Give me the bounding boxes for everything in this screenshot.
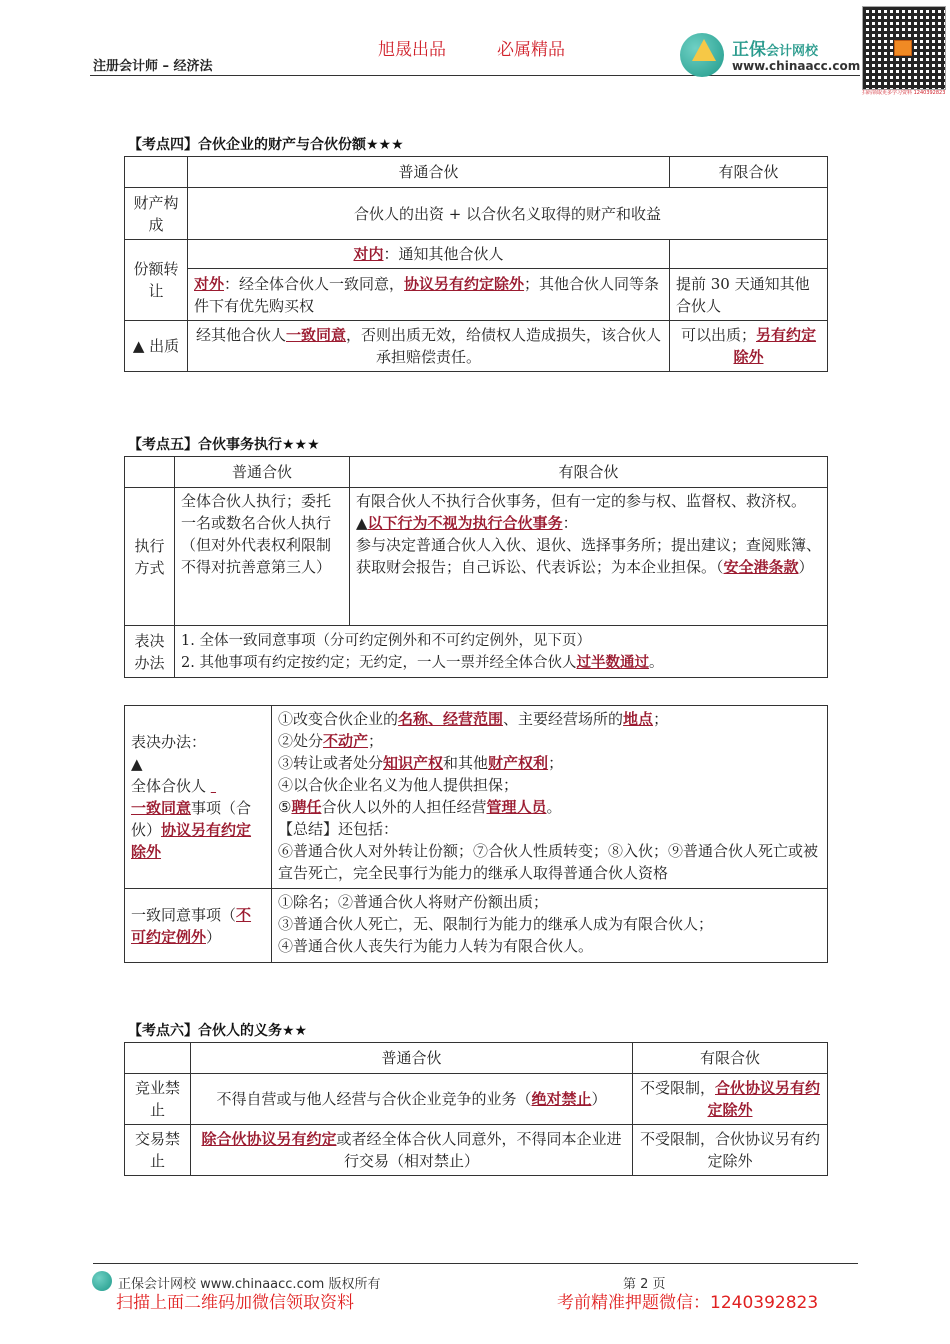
footer-divider [93,1263,858,1264]
safe-harbor-key: 安全港条款 [723,558,799,576]
s4-key-internal: 对内 [353,245,384,263]
s5-row-exec-label: 执行方式 [125,488,175,626]
s4-header-general: 普通合伙 [188,157,670,188]
s5-row-vote-label: 表决办法 [125,626,175,678]
s6-trade-limited: 不受限制，合伙协议另有约定除外 [633,1125,828,1176]
course-title: 注册会计师 – 经济法 [93,59,213,74]
section5-table [124,456,828,678]
s5-exec-general: 全体合伙人执行；委托一名或数名合伙人执行（但对外代表权利限制不得对抗善意第三人） [175,488,350,626]
header-slogan-2: 必属精品 [497,40,565,60]
logo-triangle-icon [692,39,716,61]
s6-noncompete-general: 不得自营或与他人经营与合伙企业竞争的业务（绝对禁止） [191,1074,633,1125]
vote-left-unanimous: 表决办法： ▲ 全体合伙人 一致同意事项（合伙）协议另有约定除外 [125,706,272,889]
s4-row-property-label: 财产构成 [125,188,188,240]
logo-name: 正保会计网校 [732,40,819,60]
s6-noncompete-limited: 不受限制，合伙协议另有约定除外 [633,1074,828,1125]
s4-header-limited: 有限合伙 [670,157,828,188]
section4-table [124,156,828,372]
section6-table [124,1042,828,1176]
footer-ad-right[interactable]: 考前精准押题微信：1240392823 [557,1293,819,1313]
s4-transfer-internal: 对内：通知其他合伙人 [188,240,670,269]
s4-pledge-general: 经其他合伙人一致同意，否则出质无效，给债权人造成损失，该合伙人承担赔偿责任。 [188,321,670,372]
section6-title: 【考点六】合伙人的义务★★ [128,1023,308,1039]
s6-header-limited: 有限合伙 [633,1043,828,1074]
s6-trade-general: 除合伙协议另有约定或者经全体合伙人同意外，不得同本企业进行交易（相对禁止） [191,1125,633,1176]
vote-matters-table [124,705,828,963]
s5-header-limited: 有限合伙 [350,457,828,488]
header-slogan-1: 旭晟出品 [378,40,446,60]
s5-header-general: 普通合伙 [175,457,350,488]
vote-right-nonwaivable: ①除名；②普通合伙人将财产份额出质； ③普通合伙人死亡，无、限制行为能力的继承人成为有限合伙人； ④普通合伙人丧失行为能力人转为有限合伙人。 [272,889,828,963]
s5-exec-limited: 有限合伙人不执行合伙事务，但有一定的参与权、监督权、救济权。 ▲以下行为不视为执行合伙事务： 参与决定普通合伙人入伙、退伙、选择事务所；提出建议；查阅账簿、获取财会报告；自己诉讼、代表诉讼；为本企业担保。（安全港条款） [350,488,828,626]
footer-copyright: 正保会计网校 www.chinaacc.com 版权所有 [118,1277,381,1292]
logo-url: www.chinaacc.com [732,59,861,73]
s6-row-noncompete-label: 竞业禁止 [125,1074,191,1125]
s4-row-property-text: 合伙人的出资 + 以合伙名义取得的财产和收益 [188,188,828,240]
s4-row-transfer-label: 份额转让 [125,240,188,321]
vote-right-unanimous: ①改变合伙企业的名称、经营范围、主要经营场所的地点； ②处分不动产； ③转让或者处分知识产权和其他财产权利； ④以合伙企业名义为他人提供担保； ⑤聘任合伙人以外的人担任经营管理人员。 【总结】还包括： ⑥普通合伙人对外转让份额；⑦合伙人性质转变；⑧入伙；⑨普通合伙人死亡或被宣告死亡，完全民事行为能力的继承人取得普通合伙人资格 [272,706,828,889]
qr-center-badge-icon [894,40,912,56]
s6-row-trade-label: 交易禁止 [125,1125,191,1176]
brand-logo[interactable] [680,25,860,80]
qr-note: 扫码领取更多学习资料 1240392823 [862,90,946,96]
s4-row-pledge-label: ▲ 出质 [125,321,188,372]
s6-corner [125,1043,191,1074]
section5-title: 【考点五】合伙事务执行★★★ [128,437,320,453]
s4-transfer-internal-limited [670,240,828,269]
s4-transfer-limited: 提前 30 天通知其他合伙人 [670,269,828,321]
s5-corner [125,457,175,488]
s4-corner [125,157,188,188]
vote-summary-label: 【总结】还包括： [278,820,399,838]
s4-pledge-limited: 可以出质；另有约定除外 [670,321,828,372]
footer-ad-left[interactable]: 扫描上面二维码加微信领取资料 [116,1293,354,1313]
section4-title: 【考点四】合伙企业的财产与合伙份额★★★ [128,137,404,153]
s6-header-general: 普通合伙 [191,1043,633,1074]
s4-transfer-external: 对外：经全体合伙人一致同意，协议另有约定除外；其他合伙人同等条件下有优先购买权 [188,269,670,321]
footer-logo-icon [92,1271,112,1291]
s5-vote-text: 1. 全体一致同意事项（分可约定例外和不可约定例外，见下页） 2. 其他事项有约定按约定；无约定，一人一票并经全体合伙人过半数通过。 [175,626,828,678]
page-number: 第 2 页 [623,1277,666,1292]
vote-left-nonwaivable: 一致同意事项（不可约定例外） [125,889,272,963]
